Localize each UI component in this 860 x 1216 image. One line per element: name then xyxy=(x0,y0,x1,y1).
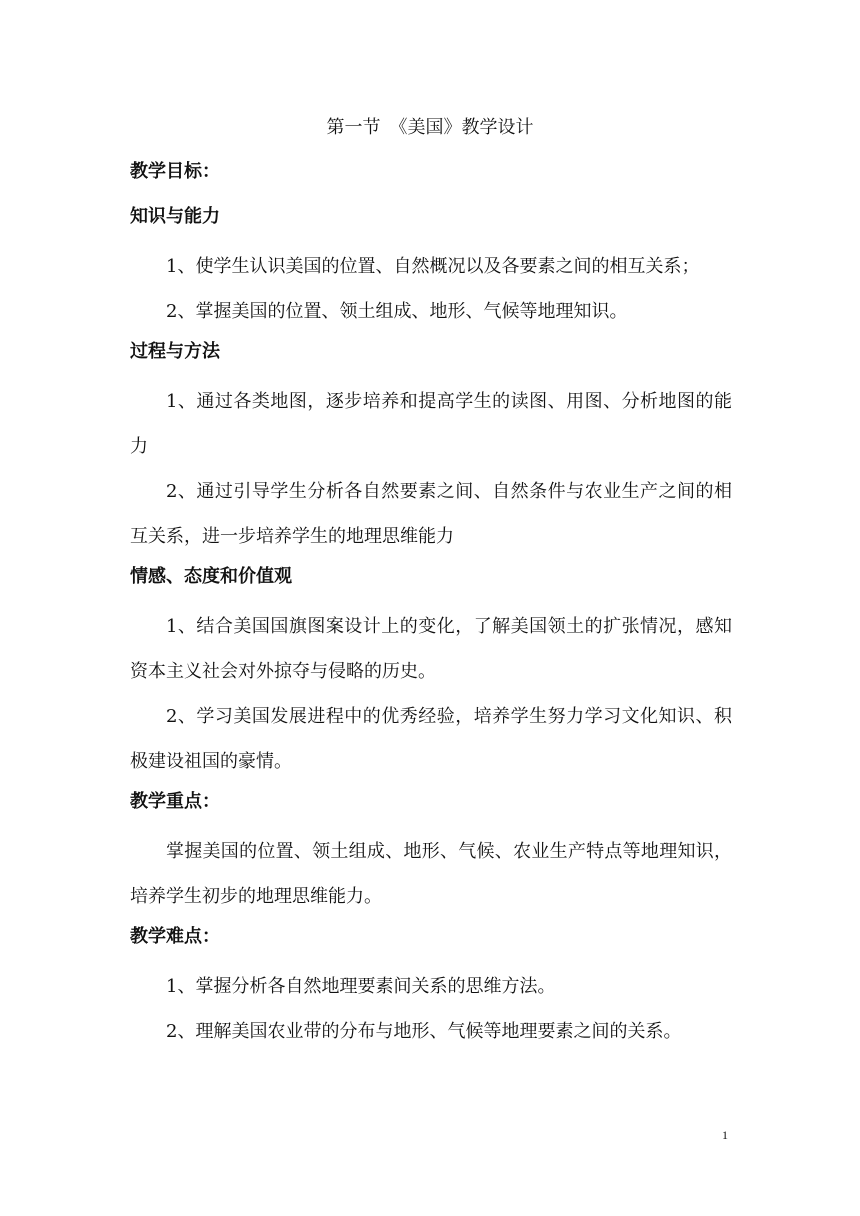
paragraph: 掌握美国的位置、领土组成、地形、气候、农业生产特点等地理知识，培养学生初步的地理思维能力。 xyxy=(130,841,732,907)
paragraph: 2、学习美国发展进程中的优秀经验，培养学生努力学习文化知识、积极建设祖国的豪情。 xyxy=(130,706,732,772)
section-heading-process-method: 过程与方法 xyxy=(130,341,220,362)
paragraph: 2、理解美国农业带的分布与地形、气候等地理要素之间的关系。 xyxy=(166,1021,682,1042)
paragraph: 1、结合美国国旗图案设计上的变化，了解美国领土的扩张情况，感知资本主义社会对外掠夺与侵略的历史。 xyxy=(130,616,732,682)
paragraph: 1、使学生认识美国的位置、自然概况以及各要素之间的相互关系； xyxy=(166,256,700,277)
document-body xyxy=(130,154,732,1054)
section-heading-knowledge-ability: 知识与能力 xyxy=(130,206,220,227)
section-heading-key-points: 教学重点： xyxy=(130,791,220,812)
document-title: 第一节 《美国》教学设计 xyxy=(326,117,534,138)
paragraph: 1、通过各类地图，逐步培养和提高学生的读图、用图、分析地图的能力 xyxy=(130,391,732,457)
section-heading-teaching-goals: 教学目标： xyxy=(130,161,220,182)
section-heading-emotion-values: 情感、态度和价值观 xyxy=(130,566,292,587)
paragraph: 1、掌握分析各自然地理要素间关系的思维方法。 xyxy=(166,976,556,997)
paragraph: 2、掌握美国的位置、领土组成、地形、气候等地理知识。 xyxy=(166,301,628,322)
section-heading-difficult-points: 教学难点： xyxy=(130,926,220,947)
paragraph: 2、通过引导学生分析各自然要素之间、自然条件与农业生产之间的相互关系，进一步培养学生的地理思维能力 xyxy=(130,481,732,547)
page-number: 1 xyxy=(722,1128,728,1142)
